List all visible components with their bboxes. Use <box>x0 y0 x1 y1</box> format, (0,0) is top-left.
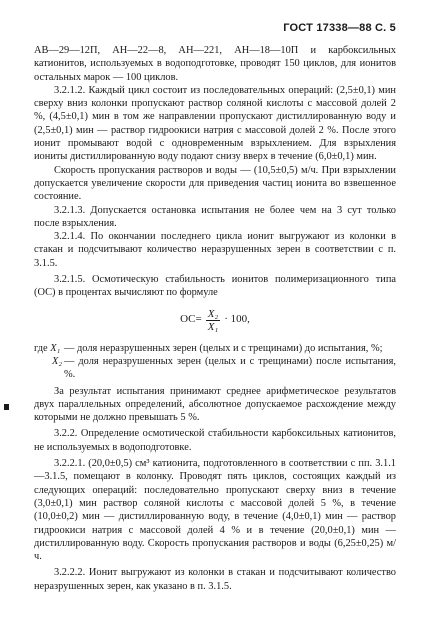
paragraph-3-2-1-4: 3.2.1.4. По окончании последнего цикла ионит выгружают из колонки в стакан и подсчитывают количество неразрушенных зерен в соответствии с п. 3.1.5. <box>34 231 396 269</box>
paragraph-3-2-2: 3.2.2. Определение осмотической стабильности карбоксильных катионитов, не используемых в водоподготовке. <box>34 428 396 453</box>
paragraph-3-2-2-2: 3.2.2.2. Ионит выгружают из колонки в стакан и подсчитывают количество неразрушенных зерен, как указано в п. 3.1.5. <box>34 567 396 592</box>
formula-definitions <box>34 342 396 382</box>
definition-x1 <box>34 342 396 355</box>
paragraph-3-2-1-3: 3.2.1.3. Допускается остановка испытания не более чем на 3 сут только после взрыхления. <box>34 204 396 229</box>
definition-x2-text: — доля неразрушенных зерен (целых и с трещинами) после испытания, %. <box>64 355 396 381</box>
symbol-x2: X₂ <box>52 355 62 367</box>
formula-fraction <box>206 308 221 333</box>
formula-lhs: ОС= <box>180 313 202 326</box>
paragraph-continuation: АВ—29—12П, АН—22—8, АН—221, АН—18—10П и карбоксильных катионитов, используемых в водоподготовке, проводят 150 циклов, для ионитов остальных марок — 100 циклов. <box>34 45 396 83</box>
symbol-x1: X₁ <box>50 342 61 354</box>
formula-rhs: · 100, <box>224 313 250 326</box>
definition-x2 <box>34 355 396 382</box>
paragraph-3-2-1-2: 3.2.1.2. Каждый цикл состоит из последовательных операций: (2,5±0,1) мин сверху вниз колонки пропускают раствор соляной кислоты с массовой долей 2 %, (4,5±0,1) мин в том же направлении пропускают дистиллированную воду и (2,5±0,1) мин — раствор гидроокиси натрия с массовой долей 2 %. После этого ионит промывают водой с одновременным взрыхлением. Для взрыхления иониты дистиллированную воду подают снизу вверх в течение (6,0±0,1) мин. <box>34 84 396 163</box>
formula-denominator: X₁ <box>207 320 219 333</box>
paragraph-3-2-1-5: 3.2.1.5. Осмотическую стабильность ионитов полимеризационного типа (ОС) в процентах вычисляют по формуле <box>34 274 396 299</box>
formula-numerator: X₂ <box>207 307 219 320</box>
margin-marker <box>4 404 9 410</box>
formula-os <box>34 308 396 333</box>
document-body <box>34 44 396 593</box>
definition-intro: где <box>34 342 48 354</box>
paragraph-3-2-2-1: 3.2.2.1. (20,0±0,5) см³ катионита, подготовленного в соответствии с пп. 3.1.1—3.1.5, помещают в колонку. Проводят пять циклов, состоящих каждый из следующих операций: последовательно пропускают сверху вниз в течение (3,0±0,1) мин раствор соляной кислоты с массовой долей 5 %, в течение (10,0±0,2) мин — дистиллированную воду, в течение (4,0±0,1) мин — раствор гидроокиси натрия с массовой долей 4 % и в течение (20,0±0,1) мин — дистиллированную воду. Скорость пропускания растворов и воды (6,25±0,25) м/ч. <box>34 458 396 563</box>
paragraph-result: За результат испытания принимают среднее арифметическое результатов двух параллельных определений, абсолютное допускаемое расхождение между которыми не должно превышать 5 %. <box>34 385 396 424</box>
paragraph-flow-rate: Скорость пропускания растворов и воды — (10,5±0,5) м/ч. При взрыхлении допускается увеличение скорости для приведения частиц ионита во взвешенное состояние. <box>34 164 396 203</box>
definition-x1-text: — доля неразрушенных зерен (целых и с трещинами) до испытания, %; <box>64 342 383 354</box>
page-header: ГОСТ 17338—88 С. 5 <box>283 22 396 34</box>
